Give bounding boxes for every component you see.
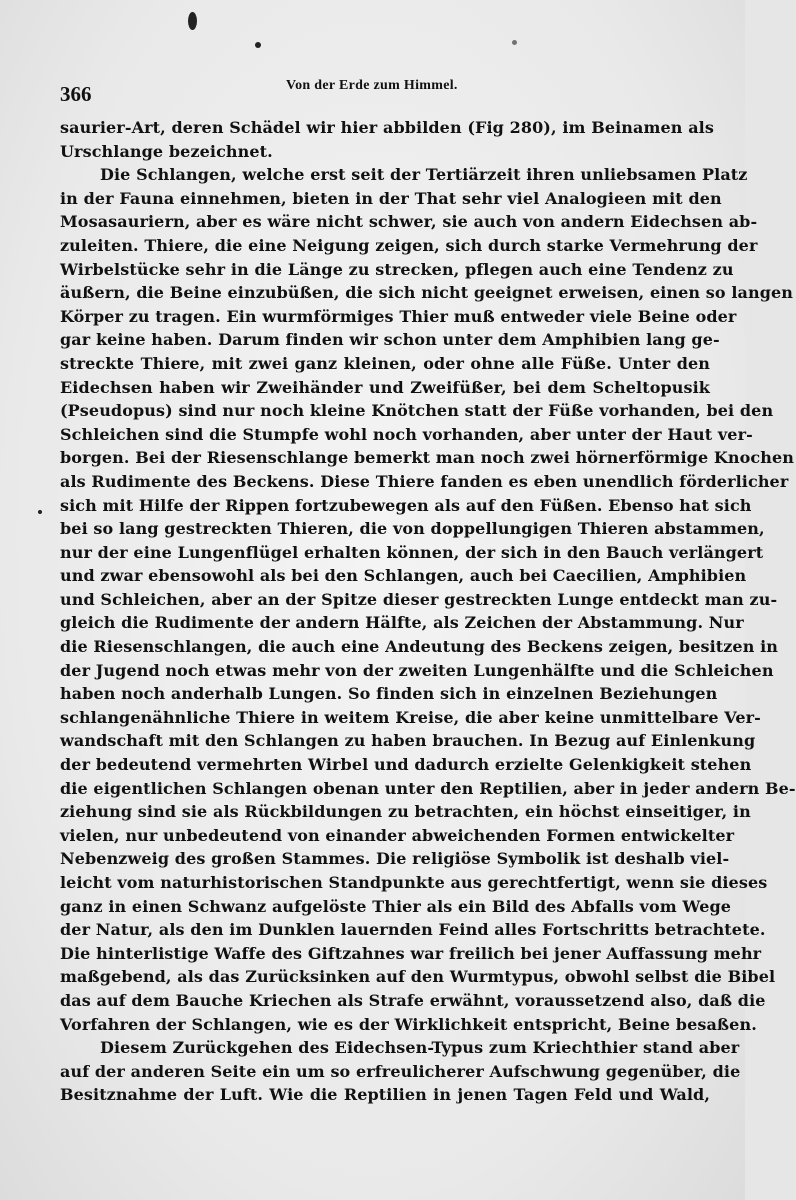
ink-speck bbox=[38, 510, 42, 514]
text-line: zuleiten. Thiere, die eine Neigung zeigen, sich durch starke Vermehrung der bbox=[60, 235, 758, 255]
text-line: Besitznahme der Luft. Wie die Reptilien in jenen Tagen Feld und Wald, bbox=[60, 1085, 710, 1105]
text-line: leicht vom naturhistorischen Standpunkte aus gerechtfertigt, wenn sie dieses bbox=[60, 873, 768, 892]
text-line: maßgebend, als das Zurücksinken auf den Wurmtypus, obwohl selbst die Bibel bbox=[60, 967, 776, 987]
text-line: Die hinterlistige Waffe des Giftzahnes war freilich bei jener Auffassung mehr bbox=[60, 943, 762, 963]
text-line: Nebenzweig des großen Stammes. Die religiöse Symbolik ist deshalb viel- bbox=[60, 849, 730, 869]
text-line: in der Fauna einnehmen, bieten in der That sehr viel Analogieen mit den bbox=[60, 188, 722, 208]
text-line: sich mit Hilfe der Rippen fortzubewegen als auf den Füßen. Ebenso hat sich bbox=[60, 495, 752, 515]
text-line: Mosasauriern, aber es wäre nicht schwer, sie auch von andern Eidechsen ab- bbox=[60, 212, 758, 232]
text-line: ziehung sind sie als Rückbildungen zu betrachten, ein höchst einseitiger, in bbox=[60, 802, 751, 822]
page-number: 366 bbox=[60, 82, 92, 106]
page-header bbox=[60, 76, 710, 106]
text-line: Wirbelstücke sehr in die Länge zu strecken, pflegen auch eine Tendenz zu bbox=[60, 259, 734, 279]
text-line: haben noch anderhalb Lungen. So finden sich in einzelnen Beziehungen bbox=[60, 684, 718, 704]
ink-speck bbox=[255, 42, 261, 48]
text-line: gleich die Rudimente der andern Hälfte, als Zeichen der Abstammung. Nur bbox=[60, 613, 744, 633]
text-line: als Rudimente des Beckens. Diese Thiere fanden es eben unendlich förderlicher bbox=[60, 471, 789, 491]
text-line: (Pseudopus) sind nur noch kleine Knötchen statt der Füße vorhanden, bei den bbox=[60, 401, 774, 421]
text-line: schlangenähnliche Thiere in weitem Kreise, die aber keine unmittelbare Ver- bbox=[60, 707, 761, 727]
text-line: die Riesenschlangen, die auch eine Andeutung des Beckens zeigen, besitzen in bbox=[60, 637, 779, 657]
text-line: der bedeutend vermehrten Wirbel und dadurch erzielte Gelenkigkeit stehen bbox=[60, 755, 752, 775]
text-line: das auf dem Bauche Kriechen als Strafe erwähnt, voraussetzend also, daß die bbox=[60, 990, 766, 1010]
text-line: der Jugend noch etwas mehr von der zweiten Lungenhälfte und die Schleichen bbox=[60, 660, 774, 680]
text-line: streckte Thiere, mit zwei ganz kleinen, oder ohne alle Füße. Unter den bbox=[60, 353, 710, 373]
text-line: borgen. Bei der Riesenschlange bemerkt man noch zwei hörnerförmige Knochen bbox=[60, 448, 795, 468]
text-line: und zwar ebensowohl als bei den Schlangen, auch bei Caecilien, Amphibien bbox=[60, 566, 747, 586]
text-line: Körper zu tragen. Ein wurmförmiges Thier muß entweder viele Beine oder bbox=[60, 306, 737, 326]
text-line: ganz in einen Schwanz aufgelöste Thier als ein Bild des Abfalls vom Wege bbox=[60, 896, 732, 916]
text-line: bei so lang gestreckten Thieren, die von doppellungigen Thieren abstammen, bbox=[60, 519, 765, 539]
ink-speck bbox=[512, 40, 517, 45]
text-line: saurier-Art, deren Schädel wir hier abbilden (Fig 280), im Beinamen als bbox=[60, 118, 714, 137]
text-line: nur der eine Lungenflügel erhalten können, der sich in den Bauch verlängert bbox=[60, 542, 764, 562]
text-line: Vorfahren der Schlangen, wie es der Wirklichkeit entspricht, Beine besaßen. bbox=[60, 1014, 757, 1034]
text-line: Die Schlangen, welche erst seit der Tertiärzeit ihren unliebsamen Platz bbox=[100, 165, 748, 185]
text-line: vielen, nur unbedeutend von einander abweichenden Formen entwickelter bbox=[60, 825, 735, 845]
text-line: gar keine haben. Darum finden wir schon unter dem Amphibien lang ge- bbox=[60, 330, 720, 350]
ink-speck bbox=[188, 12, 197, 30]
text-line: der Natur, als den im Dunklen lauernden Feind alles Fortschritts betrachtete. bbox=[60, 920, 766, 940]
body-text bbox=[60, 116, 796, 1107]
running-title: Von der Erde zum Himmel. bbox=[286, 78, 458, 93]
text-line: die eigentlichen Schlangen obenan unter den Reptilien, aber in jeder andern Be- bbox=[60, 778, 796, 798]
text-line: und Schleichen, aber an der Spitze dieser gestreckten Lunge entdeckt man zu- bbox=[60, 589, 778, 609]
text-line: Diesem Zurückgehen des Eidechsen-Typus zum Kriechthier stand aber bbox=[100, 1038, 740, 1058]
text-line: Schleichen sind die Stumpfe wohl noch vorhanden, aber unter der Haut ver- bbox=[60, 424, 753, 444]
text-line: wandschaft mit den Schlangen zu haben brauchen. In Bezug auf Einlenkung bbox=[60, 731, 756, 751]
text-line: Eidechsen haben wir Zweihänder und Zweifüßer, bei dem Scheltopusik bbox=[60, 377, 710, 397]
text-line: Urschlange bezeichnet. bbox=[60, 141, 273, 161]
text-line: auf der anderen Seite ein um so erfreulicherer Aufschwung gegenüber, die bbox=[60, 1061, 741, 1081]
text-line: äußern, die Beine einzubüßen, die sich nicht geeignet erweisen, einen so langen bbox=[60, 283, 794, 303]
